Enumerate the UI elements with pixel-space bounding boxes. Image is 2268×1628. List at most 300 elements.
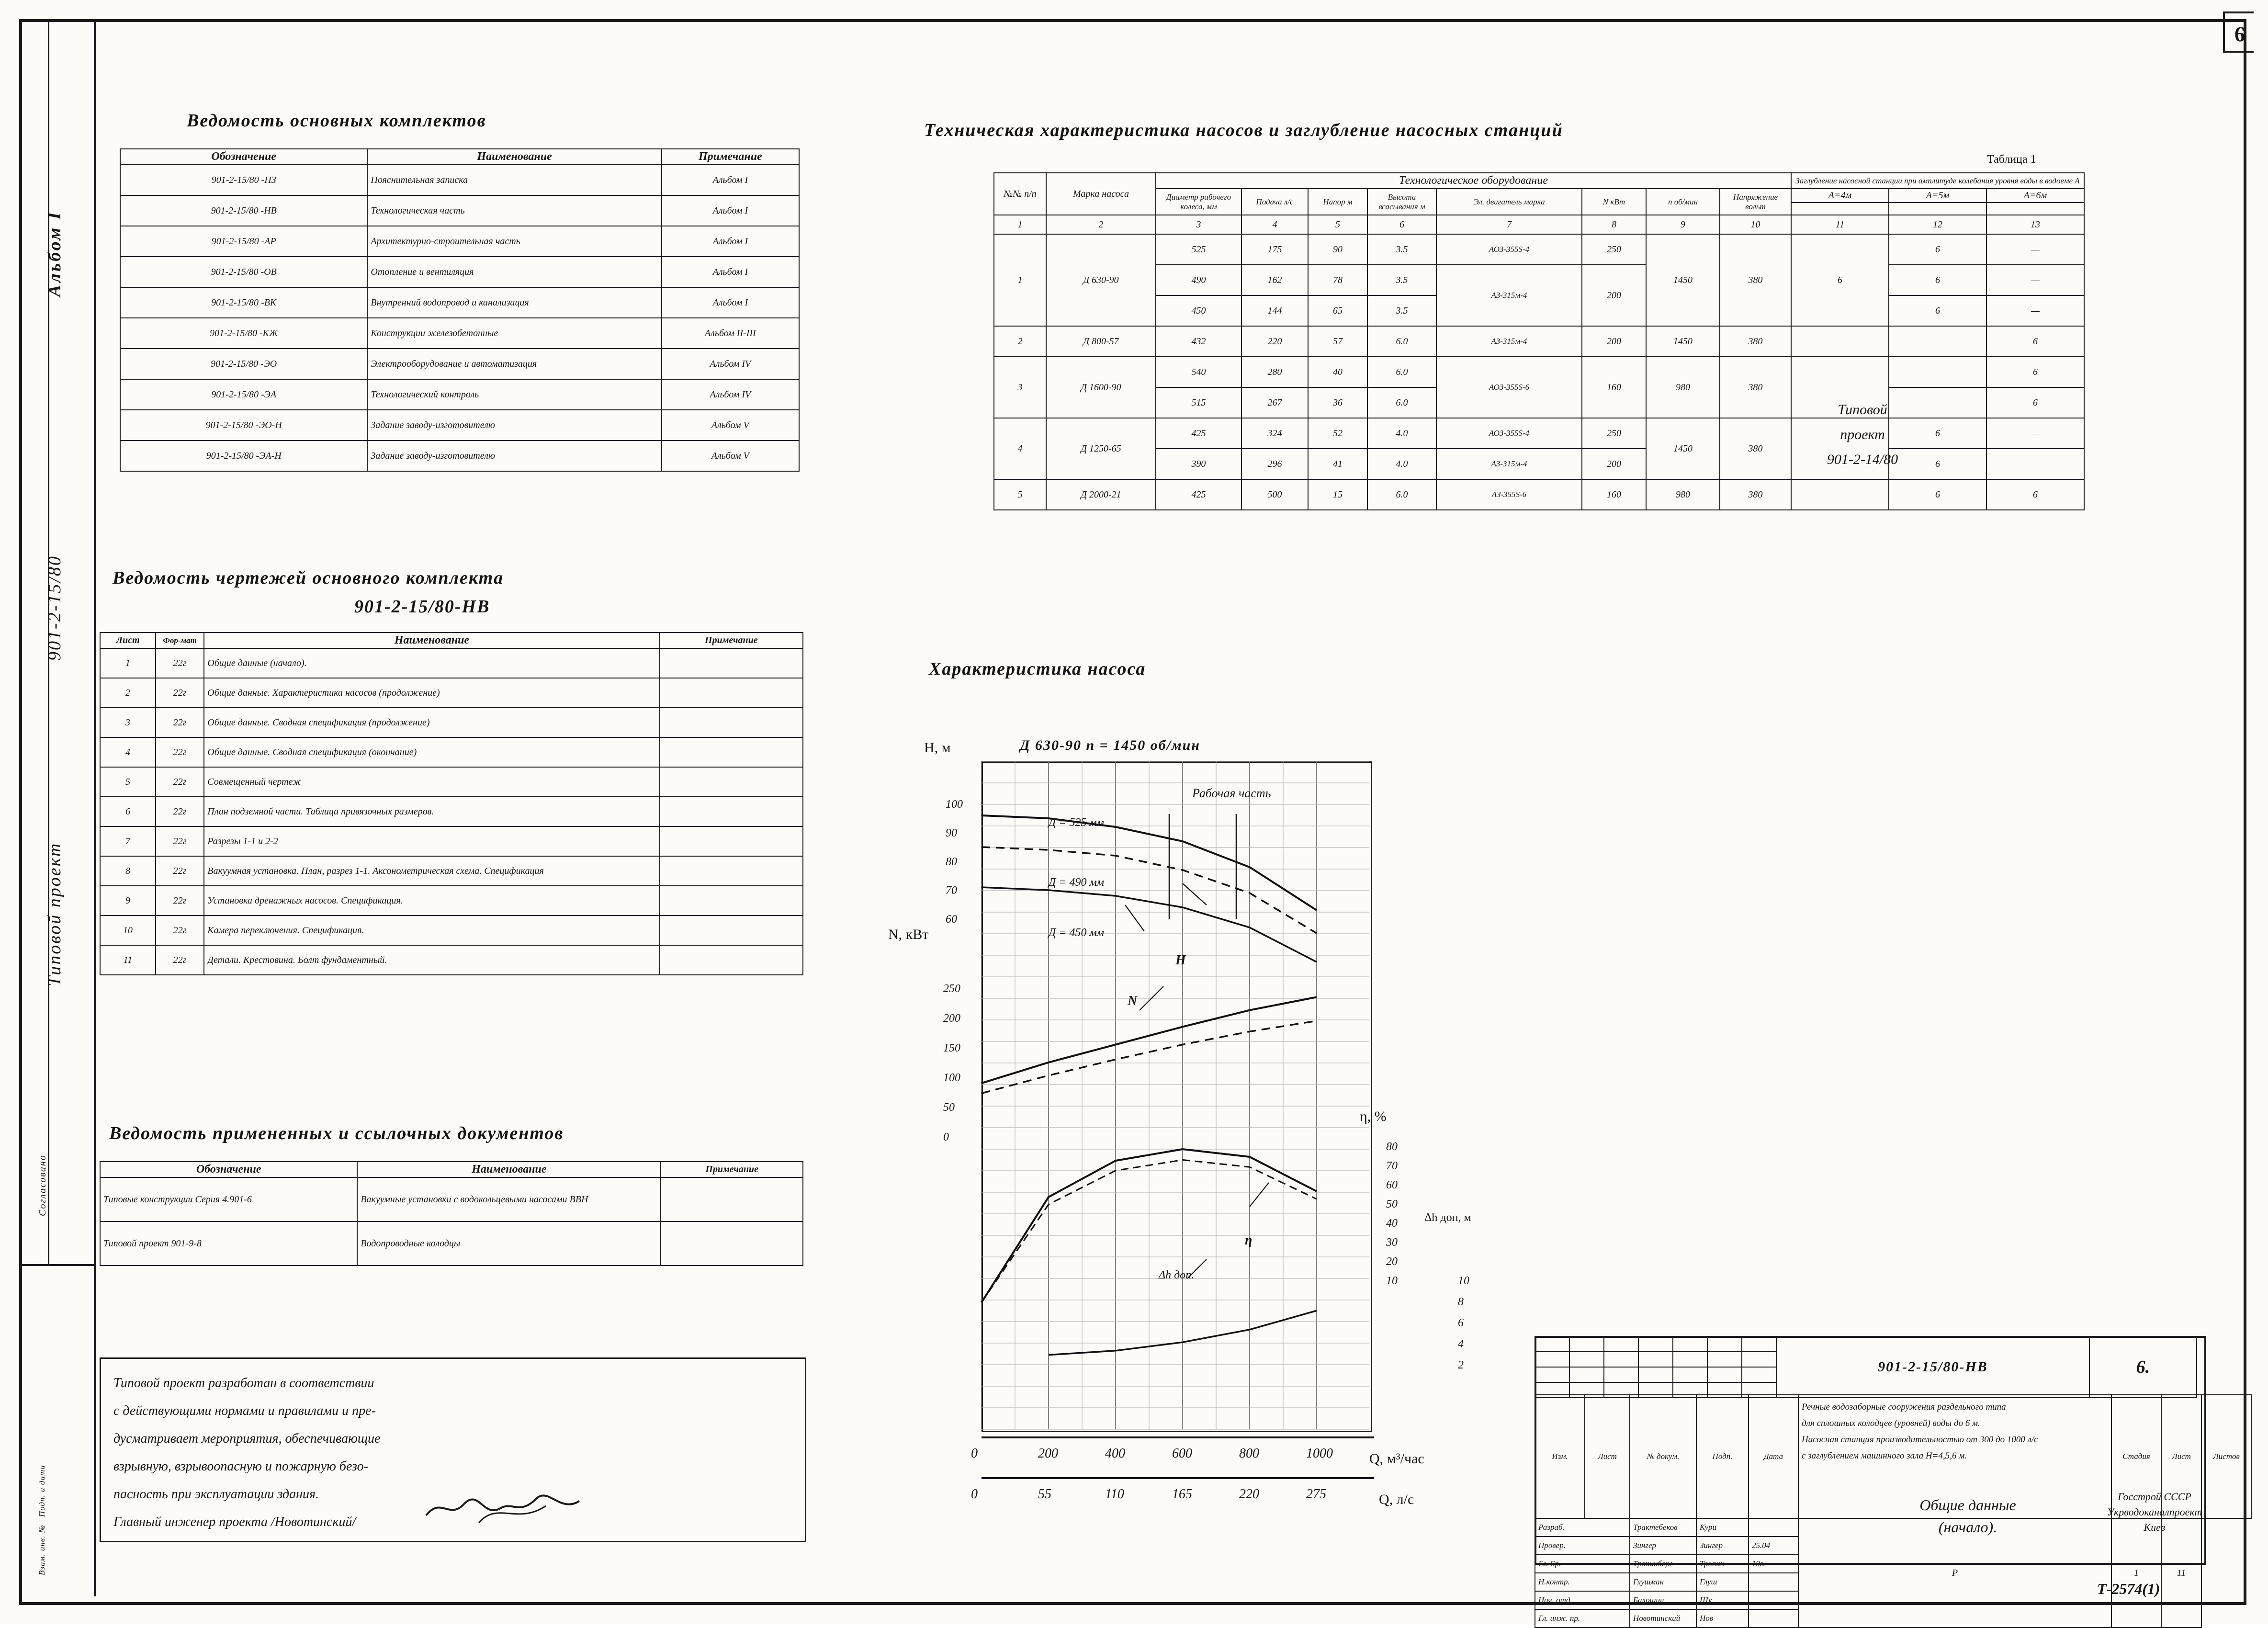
pump-flow-cell: 162	[1241, 265, 1308, 295]
pump-a6-cell: 6	[1986, 326, 2084, 357]
chart-tick-label: 250	[943, 983, 960, 995]
note-cell	[660, 797, 803, 826]
stamp-object-line: Насосная станция производительностью от 300 до 1000 л/с	[1802, 1435, 2038, 1445]
pump-col-motor: Эл. двигатель марка	[1436, 189, 1582, 215]
pump-a5-cell: 6	[1889, 479, 1986, 510]
pump-col-voltage: Напряжение вольт	[1720, 189, 1791, 215]
table-row	[120, 287, 799, 318]
pump-diameter-cell: 525	[1156, 234, 1241, 265]
chart-xlabel2: Q, л/с	[1379, 1492, 1414, 1507]
stamp-role-date: 19г.	[1749, 1555, 1798, 1573]
stamp-doc-title-line-1: (начало).	[1938, 1518, 1997, 1536]
chart-tick-label: 10	[1458, 1275, 1469, 1287]
pump-suction-cell: 3.5	[1367, 265, 1436, 295]
pump-a4-spacer	[1791, 203, 1889, 215]
stamp-listcount-header: Листов	[2201, 1395, 2251, 1518]
pump-diameter-cell: 425	[1156, 418, 1241, 449]
table-row	[120, 379, 799, 410]
pump-col-number: 2	[1046, 215, 1156, 234]
block2-col-1: Фор-мат	[156, 633, 204, 648]
stamp-grid-cell	[1673, 1336, 1707, 1352]
designation-cell: 901-2-15/80 -ЭА-Н	[120, 441, 367, 471]
chart-tick-label: 220	[1239, 1487, 1259, 1502]
pump-voltage-cell: 380	[1720, 357, 1791, 418]
pump-diameter-cell: 515	[1156, 387, 1241, 418]
pump-motor-cell: АЗ-315м-4	[1436, 449, 1582, 479]
pump-flow-cell: 175	[1241, 234, 1308, 265]
pump-power-cell: 200	[1582, 265, 1646, 326]
chart-tick-label: 800	[1239, 1446, 1259, 1461]
chart-ylabel-eta: η, %	[1360, 1108, 1387, 1124]
name-cell: Технологический контроль	[367, 379, 661, 410]
stamp-grid-cell	[1707, 1367, 1742, 1382]
stamp-sheet-big: 6.	[2089, 1336, 2197, 1398]
block2-col-3: Примечание	[660, 633, 803, 648]
chart-tick-label: 40	[1386, 1217, 1398, 1230]
typical-project-line-1: проект	[1840, 427, 1885, 442]
pump-col-number: 3	[1156, 215, 1241, 234]
pump-table-row	[994, 357, 2084, 387]
pump-col-a5: А=5м	[1889, 189, 1986, 203]
stamp-col-date: Дата	[1749, 1395, 1798, 1518]
name-cell: Общие данные (начало).	[204, 648, 659, 678]
table-row	[120, 410, 799, 441]
pump-head-cell: 15	[1308, 479, 1367, 510]
note-cell	[661, 1221, 803, 1266]
pump-marka-cell: Д 630-90	[1046, 234, 1156, 326]
pump-motor-cell: АЗ-315м-4	[1436, 265, 1582, 326]
pump-np-cell: 2	[994, 326, 1046, 357]
stamp-grid-cell	[1535, 1336, 1569, 1352]
designation-cell: 901-2-15/80 -КЖ	[120, 318, 367, 349]
chart-tick-label: 150	[943, 1042, 960, 1054]
note-cell	[660, 767, 803, 797]
chart-tick-label: 60	[1386, 1179, 1398, 1191]
note-cell	[660, 648, 803, 678]
pump-power-cell: 200	[1582, 326, 1646, 357]
sheet-cell: 8	[100, 856, 156, 886]
table-row	[100, 945, 803, 975]
stamp-stage-header: Стадия	[2111, 1395, 2161, 1518]
table-row	[100, 886, 803, 916]
chart-tick-label: 0	[971, 1446, 978, 1461]
pump-head-cell: 52	[1308, 418, 1367, 449]
block2-col-0: Лист	[100, 633, 156, 648]
annotation-working-part	[1192, 785, 1271, 802]
table-row	[120, 257, 799, 287]
sheet-cell: 10	[100, 916, 156, 945]
note-cell	[660, 826, 803, 856]
pump-diameter-cell: 432	[1156, 326, 1241, 357]
chart-tick-label: 0	[971, 1487, 978, 1502]
stamp-grid-cell	[1742, 1336, 1776, 1352]
note-cell	[660, 886, 803, 916]
designation-cell: 901-2-15/80 -ЭА	[120, 379, 367, 410]
chart-tick-label: 2	[1458, 1359, 1464, 1371]
chart-curves	[982, 761, 1379, 1432]
pump-diameter-cell: 390	[1156, 449, 1241, 479]
annotation-d450: Д = 450 мм	[1049, 927, 1105, 939]
stamp-grid-cell	[1569, 1352, 1604, 1367]
signature-scribble	[421, 1487, 603, 1530]
chart-tick-label: 10	[1386, 1275, 1398, 1287]
table-row	[100, 916, 803, 945]
pump-motor-cell: АЗ-315м-4	[1436, 326, 1582, 357]
pump-col-power: N кВт	[1582, 189, 1646, 215]
pump-np-cell: 3	[994, 357, 1046, 418]
name-cell: Общие данные. Характеристика насосов (продолжение)	[204, 678, 659, 708]
project-code-label: 901-2-15/80	[45, 555, 65, 661]
stamp-role-name: Глушман	[1630, 1573, 1696, 1591]
pump-diameter-cell: 450	[1156, 295, 1241, 326]
pump-a4-cell	[1791, 479, 1889, 510]
annotation-dh: Δh доп.	[1159, 1269, 1195, 1281]
chart-tick-label: 6	[1458, 1317, 1464, 1329]
block3-col-2: Примечание	[661, 1162, 803, 1177]
stamp-role-date: 25.04	[1749, 1537, 1798, 1555]
block3-col-1: Наименование	[357, 1162, 661, 1177]
pump-rpm-cell: 1450	[1646, 234, 1720, 326]
pump-table-row	[994, 265, 2084, 295]
stamp-col-izm: Изм.	[1535, 1395, 1585, 1518]
pump-marka-cell: Д 1250-65	[1046, 418, 1156, 479]
designation-cell: Типовые конструкции Серия 4.901-6	[100, 1177, 357, 1221]
stamp-role-sign: Шу	[1696, 1591, 1749, 1609]
chart-tick-label: 110	[1105, 1487, 1124, 1502]
designation-cell: 901-2-15/80 -НВ	[120, 195, 367, 226]
pump-diameter-cell: 425	[1156, 479, 1241, 510]
pump-power-cell: 160	[1582, 479, 1646, 510]
block3-table	[100, 1161, 803, 1266]
pump-col-flow: Подача л/с	[1241, 189, 1308, 215]
format-cell: 22г	[156, 648, 204, 678]
pump-col-number: 12	[1889, 215, 1986, 234]
pump-head-cell: 57	[1308, 326, 1367, 357]
pump-col-number: 13	[1986, 215, 2084, 234]
pump-a6-cell: 6	[1986, 387, 2084, 418]
block1-col-1: Наименование	[367, 149, 661, 165]
stamp-role-name: Тропинберг	[1630, 1555, 1696, 1573]
name-cell: Совмещенный чертеж	[204, 767, 659, 797]
annotation-working-part-text: Рабочая часть	[1192, 786, 1271, 800]
pump-a6-cell: —	[1986, 265, 2084, 295]
block2-title-line2: 901-2-15/80-НВ	[354, 597, 490, 617]
pump-a6-cell: 6	[1986, 357, 2084, 387]
pump-group-left: Технологическое оборудование	[1156, 173, 1791, 189]
project-type-label: Типовой проект	[45, 842, 65, 986]
pump-power-cell: 160	[1582, 357, 1646, 418]
stamp-grid-cell	[1604, 1336, 1638, 1352]
pump-a6-cell: —	[1986, 295, 2084, 326]
name-cell: Архитектурно-строительная часть	[367, 226, 661, 257]
name-cell: Общие данные. Сводная спецификация (окончание)	[204, 737, 659, 767]
pump-diameter-cell: 540	[1156, 357, 1241, 387]
note-cell	[660, 678, 803, 708]
stamp-role-name: Трактебеков	[1630, 1518, 1696, 1537]
chart-tick-label: 70	[946, 884, 957, 897]
pump-a6-cell: —	[1986, 234, 2084, 265]
format-cell: 22г	[156, 737, 204, 767]
name-cell: Конструкции железобетонные	[367, 318, 661, 349]
block4-table-label: Таблица 1	[1987, 153, 2036, 166]
table-row	[120, 226, 799, 257]
pump-rpm-cell: 1450	[1646, 418, 1720, 479]
name-cell: Детали. Крестовина. Болт фундаментный.	[204, 945, 659, 975]
note-cell	[661, 1177, 803, 1221]
pump-suction-cell: 6.0	[1367, 479, 1436, 510]
sheet-cell: 6	[100, 797, 156, 826]
format-cell: 22г	[156, 916, 204, 945]
table-row	[100, 826, 803, 856]
name-cell: Водопроводные колодцы	[357, 1221, 661, 1266]
note-line: Типовой проект разработан в соответствии	[113, 1376, 374, 1391]
stamp-grid-cell	[1638, 1352, 1673, 1367]
chart-tick-label: 80	[1386, 1141, 1398, 1153]
pump-suction-cell: 4.0	[1367, 418, 1436, 449]
name-cell: Отопление и вентиляция	[367, 257, 661, 287]
sheet-cell: 4	[100, 737, 156, 767]
stamp-role-date	[1749, 1518, 1798, 1537]
note-cell: Альбом I	[662, 165, 799, 195]
chart-ylabel-N: N, кВт	[888, 927, 929, 942]
chart-ylabel-H: H, м	[924, 740, 951, 756]
block1-col-0: Обозначение	[120, 149, 367, 165]
sheet-cell: 5	[100, 767, 156, 797]
pump-head-cell: 78	[1308, 265, 1367, 295]
chart-tick-label: 8	[1458, 1296, 1464, 1308]
pump-col-marka: Марка насоса	[1046, 173, 1156, 215]
note-cell: Альбом I	[662, 226, 799, 257]
name-cell: Установка дренажных насосов. Спецификация.	[204, 886, 659, 916]
note-line: с действующими нормами и правилами и пре-	[113, 1403, 376, 1418]
pump-col-number: 11	[1791, 215, 1889, 234]
note-cell: Альбом I	[662, 195, 799, 226]
stamp-role-date	[1749, 1573, 1798, 1591]
block4-title: Техническая характеристика насосов и заглубление насосных станций	[924, 120, 1563, 140]
pump-flow-cell: 324	[1241, 418, 1308, 449]
pump-marka-cell: Д 800-57	[1046, 326, 1156, 357]
chart-xlabel: Q, м³/час	[1369, 1451, 1424, 1467]
note-cell: Альбом I	[662, 257, 799, 287]
stamp-role-sign: Нов	[1696, 1609, 1749, 1628]
name-cell: Разрезы 1-1 и 2-2	[204, 826, 659, 856]
pump-suction-cell: 6.0	[1367, 387, 1436, 418]
stamp-top-grid	[1535, 1336, 2197, 1398]
pump-head-cell: 41	[1308, 449, 1367, 479]
chart-tick-label: 70	[1386, 1160, 1398, 1172]
chart-subtitle: Д 630-90 n = 1450 об/мин	[1020, 737, 1200, 753]
stamp-role-label: Гл. инж. пр.	[1535, 1609, 1630, 1628]
pump-voltage-cell: 380	[1720, 234, 1791, 326]
chart-tick-label: 275	[1306, 1487, 1326, 1502]
pump-np-cell: 1	[994, 234, 1046, 326]
block3-header-row	[100, 1162, 803, 1177]
block2-title-line1: Ведомость чертежей основного комплекта	[113, 568, 504, 588]
stamp-role-sign: Зингер	[1696, 1537, 1749, 1555]
annotation-H: Н	[1175, 953, 1186, 968]
table-row	[100, 856, 803, 886]
stamp-role-date	[1749, 1591, 1798, 1609]
chart-tick-label: 600	[1172, 1446, 1192, 1461]
annotation-eta: η	[1245, 1233, 1252, 1248]
pump-suction-cell: 4.0	[1367, 449, 1436, 479]
pump-motor-cell: АОЗ-355S-4	[1436, 234, 1582, 265]
note-cell	[660, 708, 803, 737]
pump-motor-cell: АОЗ-355S-6	[1436, 357, 1582, 418]
pump-a4-cell: 6	[1791, 234, 1889, 326]
sheet-cell: 3	[100, 708, 156, 737]
pump-head-cell: 65	[1308, 295, 1367, 326]
note-line: пасность при эксплуатации здания.	[113, 1487, 319, 1502]
pump-head-cell: 36	[1308, 387, 1367, 418]
pump-voltage-cell: 380	[1720, 418, 1791, 479]
chart-tick-label: 50	[1386, 1198, 1398, 1210]
block2-col-2: Наименование	[204, 633, 659, 648]
pump-flow-cell: 500	[1241, 479, 1308, 510]
pump-header-row	[994, 189, 2084, 203]
block1-title: Ведомость основных комплектов	[187, 111, 486, 131]
pump-col-diam: Диаметр рабочего колеса, мм	[1156, 189, 1241, 215]
pump-suction-cell: 6.0	[1367, 357, 1436, 387]
name-cell: Задание заводу-изготовителю	[367, 441, 661, 471]
pump-col-number: 8	[1582, 215, 1646, 234]
table-row	[100, 1177, 803, 1221]
stamp-organization	[2107, 1489, 2202, 1535]
note-line: Главный инженер проекта /Новотинский/	[113, 1515, 356, 1529]
stamp-grid-cell	[1742, 1352, 1776, 1367]
stamp-grid-cell	[1673, 1352, 1707, 1367]
note-cell: Альбом I	[662, 287, 799, 318]
format-cell: 22г	[156, 886, 204, 916]
pump-motor-cell: АЗ-355S-6	[1436, 479, 1582, 510]
stamp-role-label: Провер.	[1535, 1537, 1630, 1555]
pump-a5-cell: 6	[1889, 418, 1986, 449]
pump-power-cell: 200	[1582, 449, 1646, 479]
pump-flow-cell: 280	[1241, 357, 1308, 387]
stamp-role-name: Новотинский	[1630, 1609, 1696, 1628]
pump-a5-cell: 6	[1889, 265, 1986, 295]
stamp-role-label: Гл. Бр.	[1535, 1555, 1630, 1573]
chart-tick-label: 50	[943, 1101, 955, 1114]
block3-title: Ведомость примененных и ссылочных документов	[109, 1123, 564, 1143]
stamp-grid-cell	[1569, 1367, 1604, 1382]
pump-col-number: 1	[994, 215, 1046, 234]
pump-a6-cell: 6	[1986, 479, 2084, 510]
name-cell: Технологическая часть	[367, 195, 661, 226]
stamp-role-label: Н.контр.	[1535, 1573, 1630, 1591]
chart-tick-label: 0	[943, 1131, 949, 1143]
pump-power-cell: 250	[1582, 234, 1646, 265]
pump-a4-cell	[1791, 326, 1889, 357]
stamp-grid-cell	[1742, 1367, 1776, 1382]
sheet-cell: 11	[100, 945, 156, 975]
pump-suction-cell: 3.5	[1367, 234, 1436, 265]
chart-tick-label: 400	[1105, 1446, 1125, 1461]
pump-suction-cell: 6.0	[1367, 326, 1436, 357]
stamp-role-date	[1749, 1609, 1798, 1628]
stamp-listnum-header: Лист	[2161, 1395, 2201, 1518]
album-label: Альбом I	[45, 210, 65, 297]
designation-cell: 901-2-15/80 -ПЗ	[120, 165, 367, 195]
pump-marka-cell: Д 1600-90	[1046, 357, 1156, 418]
pump-rpm-cell: 1450	[1646, 326, 1720, 357]
stamp-object-line: для сплошных колодцев (уровней) воды до 6 м.	[1802, 1418, 1980, 1428]
table-row	[120, 165, 799, 195]
pump-col-np: №№ п/п	[994, 173, 1046, 215]
pump-a5-spacer	[1889, 203, 1986, 215]
note-cell	[660, 856, 803, 886]
pump-col-head: Напор м	[1308, 189, 1367, 215]
format-cell: 22г	[156, 856, 204, 886]
table-row	[100, 708, 803, 737]
chart-x-axis-secondary	[982, 1477, 1374, 1479]
chart-tick-label: 165	[1172, 1487, 1192, 1502]
table-row	[100, 767, 803, 797]
bottom-right-code: Т-2574(1)	[2097, 1580, 2160, 1597]
block1-col-2: Примечание	[662, 149, 799, 165]
pump-motor-cell: АОЗ-355S-4	[1436, 418, 1582, 449]
pump-diameter-cell: 490	[1156, 265, 1241, 295]
pump-col-number: 10	[1720, 215, 1791, 234]
sheet-cell: 7	[100, 826, 156, 856]
stamp-org-line-2: Киев	[2144, 1521, 2166, 1533]
stamp-grid-cell	[1707, 1336, 1742, 1352]
pump-col-number: 9	[1646, 215, 1720, 234]
name-cell: Внутренний водопровод и канализация	[367, 287, 661, 318]
name-cell: Камера переключения. Спецификация.	[204, 916, 659, 945]
pump-flow-cell: 220	[1241, 326, 1308, 357]
table-row	[120, 195, 799, 226]
pump-col-number: 4	[1241, 215, 1308, 234]
stamp-role-name: Балошин	[1630, 1591, 1696, 1609]
chart-tick-label: 90	[946, 827, 957, 839]
pump-col-a4: А=4м	[1791, 189, 1889, 203]
designation-cell: 901-2-15/80 -ЭО	[120, 349, 367, 379]
stamp-grid-cell	[1569, 1336, 1604, 1352]
pump-col-number: 5	[1308, 215, 1367, 234]
pump-np-cell: 5	[994, 479, 1046, 510]
sheet-cell: 1	[100, 648, 156, 678]
chart-title: Характеристика насоса	[929, 659, 1146, 679]
designation-cell: Типовой проект 901-9-8	[100, 1221, 357, 1266]
pump-flow-cell: 296	[1241, 449, 1308, 479]
pump-table-row	[994, 234, 2084, 265]
stamp-doc-title	[1834, 1494, 2102, 1538]
stamp-doc-title-line-0: Общие данные	[1919, 1496, 2016, 1514]
block2-header-row	[100, 633, 803, 648]
format-cell: 22г	[156, 678, 204, 708]
stamp-grid-cell	[1535, 1367, 1569, 1382]
pump-table-row	[994, 479, 2084, 510]
chart-tick-label: 4	[1458, 1338, 1464, 1350]
soglasovano-label: Согласовано	[37, 1154, 48, 1216]
name-cell: Общие данные. Сводная спецификация (продолжение)	[204, 708, 659, 737]
pump-head-cell: 40	[1308, 357, 1367, 387]
pump-a5-cell	[1889, 357, 1986, 387]
block1-table	[120, 148, 800, 472]
pump-a5-cell: 6	[1889, 295, 1986, 326]
stamp-org-line-0: Госстрой СССР	[2118, 1491, 2191, 1503]
format-cell: 22г	[156, 767, 204, 797]
stamp-role-sign: Кури	[1696, 1518, 1749, 1537]
pump-col-a6: А=6м	[1986, 189, 2084, 203]
stamp-grid-cell	[1707, 1352, 1742, 1367]
pump-flow-cell: 144	[1241, 295, 1308, 326]
note-cell: Альбом V	[662, 441, 799, 471]
block1-header-row	[120, 149, 799, 165]
note-cell	[660, 916, 803, 945]
chart-ylabel-dh: Δh доп, м	[1424, 1211, 1471, 1224]
